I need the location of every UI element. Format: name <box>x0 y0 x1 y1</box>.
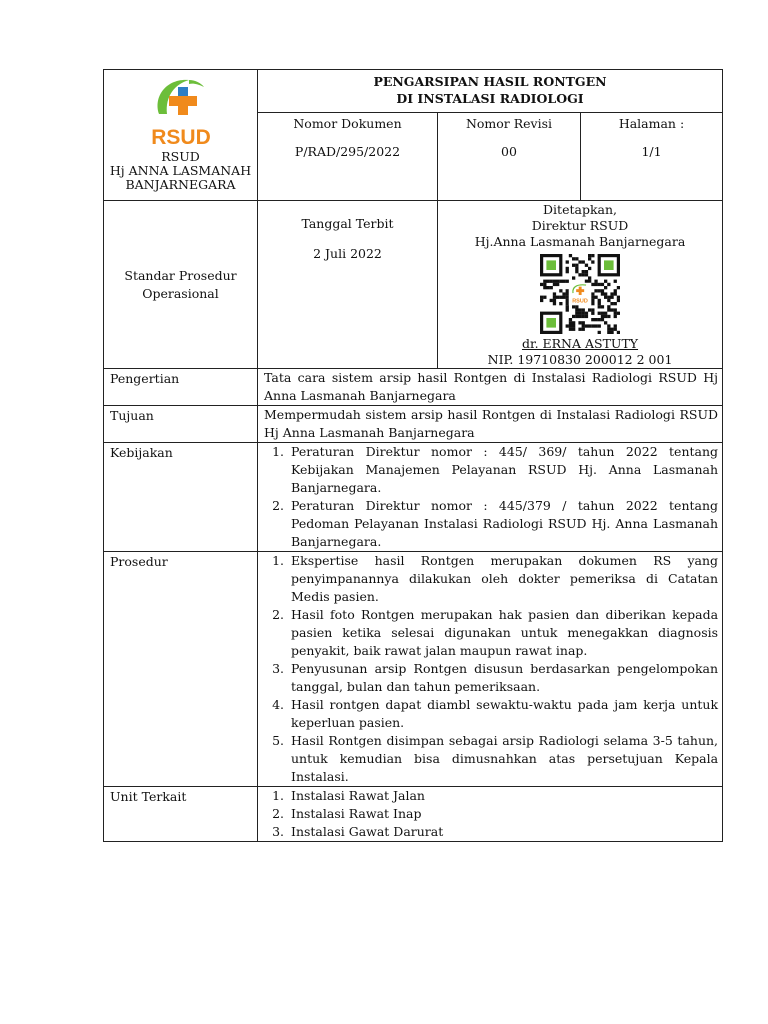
qr-module <box>572 305 575 308</box>
qr-module <box>556 283 559 286</box>
qr-module <box>598 318 601 321</box>
qr-module <box>566 308 569 311</box>
qr-module <box>601 312 604 315</box>
qr-module <box>582 321 585 324</box>
qr-module <box>610 296 613 299</box>
qr-module <box>585 270 588 273</box>
list-item: 3. Penyusunan arsip Rontgen disusun berdasarkan pengelompokan tanggal, bulan dan tahun pemeriksaan. <box>288 660 718 696</box>
qr-module <box>566 299 569 302</box>
qr-logo-text: RSUD <box>572 298 588 305</box>
qr-module <box>553 292 556 295</box>
institution-line: BANJARNEGARA <box>125 177 236 192</box>
qr-module <box>588 324 591 327</box>
qr-module <box>594 289 597 292</box>
qr-module <box>578 328 581 331</box>
approval-line-2: Direktur RSUD <box>531 218 629 233</box>
qr-module <box>614 302 617 305</box>
qr-module <box>569 324 572 327</box>
sop-type-line-2: Operasional <box>142 285 219 301</box>
qr-module <box>582 315 585 318</box>
qr-module <box>566 292 569 295</box>
qr-module <box>585 324 588 327</box>
qr-module <box>553 283 556 286</box>
qr-module <box>572 315 575 318</box>
qr-module <box>617 286 620 289</box>
logo-swoosh-tail <box>189 80 204 87</box>
qr-module <box>566 267 569 270</box>
qr-module <box>601 289 604 292</box>
institution-line: Hj ANNA LASMANAH <box>109 163 252 178</box>
logo-text: RSUD <box>150 126 211 148</box>
signer-nip: NIP. 19710830 200012 2 001 <box>487 352 673 367</box>
qr-module <box>556 280 559 283</box>
qr-module <box>598 302 601 305</box>
qr-module <box>585 312 588 315</box>
qr-module <box>591 260 594 263</box>
qr-module <box>617 299 620 302</box>
qr-module <box>614 328 617 331</box>
qr-module <box>588 308 591 311</box>
qr-module <box>591 308 594 311</box>
kebijakan-content <box>258 443 723 552</box>
qr-module <box>607 305 610 308</box>
qr-module <box>607 331 610 334</box>
kebijakan-label: Kebijakan <box>104 443 258 552</box>
qr-module <box>598 324 601 327</box>
qr-module <box>604 280 607 283</box>
logo-cross-h <box>169 96 197 106</box>
qr-module <box>550 286 553 289</box>
qr-module <box>617 312 620 315</box>
doc-number-value: P/RAD/295/2022 <box>294 144 401 159</box>
qr-module <box>598 289 601 292</box>
qr-module <box>572 264 575 267</box>
qr-module <box>594 280 597 283</box>
list-item: 2. Instalasi Rawat Inap <box>288 805 718 823</box>
qr-module <box>585 264 588 267</box>
sop-document <box>103 69 722 842</box>
qr-module <box>578 315 581 318</box>
qr-module <box>591 324 594 327</box>
qr-module <box>588 254 591 257</box>
qr-module <box>607 283 610 286</box>
qr-module <box>559 296 562 299</box>
qr-module <box>578 308 581 311</box>
qr-module <box>588 257 591 260</box>
issue-date-cell <box>258 201 438 369</box>
qr-module <box>553 280 556 283</box>
unit-list <box>264 787 718 841</box>
qr-module <box>607 315 610 318</box>
qr-module <box>588 267 591 270</box>
signer-name: dr. ERNA ASTUTY <box>521 336 639 351</box>
qr-module <box>614 312 617 315</box>
qr-module <box>582 273 585 276</box>
qr-finder-center <box>604 260 614 270</box>
qr-module <box>604 315 607 318</box>
pengertian-text: Tata cara sistem arsip hasil Rontgen di Instalasi Radiologi RSUD Hj Anna Lasmanah Banjarnegara <box>258 369 723 406</box>
qr-module <box>575 257 578 260</box>
revision-value: 00 <box>501 144 517 159</box>
qr-module <box>598 331 601 334</box>
qr-module <box>569 254 572 257</box>
institution-name <box>104 150 257 192</box>
qr-module <box>569 321 572 324</box>
qr-module <box>594 318 597 321</box>
title-line-1: PENGARSIPAN HASIL RONTGEN <box>373 74 607 89</box>
qr-module <box>601 305 604 308</box>
qr-module <box>562 296 565 299</box>
qr-module <box>588 276 591 279</box>
qr-module <box>585 315 588 318</box>
qr-module <box>591 299 594 302</box>
qr-module <box>594 296 597 299</box>
rsud-logo <box>149 74 213 148</box>
qr-finder-center <box>546 318 556 328</box>
qr-module <box>575 264 578 267</box>
sop-type-cell <box>104 201 258 369</box>
qr-module <box>575 315 578 318</box>
qr-module <box>566 324 569 327</box>
qr-module <box>566 305 569 308</box>
list-item: 1. Ekspertise hasil Rontgen merupakan dokumen RS yang penyimpanannya dilakukan oleh dokter pemeriksa di Catatan Medis pasien. <box>288 552 718 606</box>
qr-module <box>566 302 569 305</box>
qr-module <box>569 318 572 321</box>
qr-module <box>601 283 604 286</box>
list-item: 4. Hasil rontgen dapat diambl sewaktu-waktu pada jam kerja untuk keperluan pasien. <box>288 696 718 732</box>
qr-module <box>578 312 581 315</box>
issue-date-label: Tanggal Terbit <box>301 216 394 231</box>
unit-label: Unit Terkait <box>104 787 258 842</box>
qr-module <box>553 296 556 299</box>
qr-module <box>572 276 575 279</box>
qr-module <box>607 328 610 331</box>
qr-module <box>550 280 553 283</box>
revision-label: Nomor Revisi <box>465 116 553 131</box>
qr-module <box>578 321 581 324</box>
qr-module <box>607 299 610 302</box>
qr-module <box>601 292 604 295</box>
qr-module <box>585 273 588 276</box>
issue-date-value: 2 Juli 2022 <box>313 246 382 261</box>
list-item: 5. Hasil Rontgen disimpan sebagai arsip Radiologi selama 3-5 tahun, untuk kemudian bisa dimusnahkan atas persetujuan Kepala Instalasi. <box>288 732 718 786</box>
qr-module <box>578 260 581 263</box>
qr-module <box>610 328 613 331</box>
qr-module <box>582 324 585 327</box>
qr-module <box>566 289 569 292</box>
qr-module <box>562 292 565 295</box>
tujuan-label: Tujuan <box>104 406 258 443</box>
pengertian-label: Pengertian <box>104 369 258 406</box>
qr-module <box>556 296 559 299</box>
qr-module <box>604 312 607 315</box>
qr-module <box>610 302 613 305</box>
list-item: 1. Peraturan Direktur nomor : 445/ 369/ tahun 2022 tentang Kebijakan Manajemen Pelayanan RSUD Hj. Anna Lasmanah Banjarnegara. <box>288 443 718 497</box>
qr-module <box>598 305 601 308</box>
sop-table <box>103 69 723 842</box>
page-cell <box>581 113 723 201</box>
qr-module <box>598 283 601 286</box>
sop-type-line-1: Standar Prosedur <box>124 267 237 283</box>
qr-finder-center <box>546 260 556 270</box>
qr-module <box>559 280 562 283</box>
qr-module <box>582 312 585 315</box>
qr-module <box>591 302 594 305</box>
qr-module <box>598 299 601 302</box>
qr-module <box>614 315 617 318</box>
qr-module <box>543 296 546 299</box>
doc-number-cell <box>258 113 438 201</box>
qr-module <box>582 270 585 273</box>
qr-module <box>614 289 617 292</box>
qr-module <box>572 257 575 260</box>
kebijakan-list <box>264 443 718 551</box>
prosedur-list <box>264 552 718 786</box>
qr-module <box>575 308 578 311</box>
qr-module <box>617 331 620 334</box>
qr-module <box>553 299 556 302</box>
qr-module <box>543 286 546 289</box>
qr-module <box>572 328 575 331</box>
revision-cell <box>438 113 581 201</box>
approval-line-3: Hj.Anna Lasmanah Banjarnegara <box>474 234 686 249</box>
qr-module <box>546 280 549 283</box>
unit-content <box>258 787 723 842</box>
title-line-2: DI INSTALASI RADIOLOGI <box>396 91 584 106</box>
prosedur-label: Prosedur <box>104 552 258 787</box>
qr-module <box>594 283 597 286</box>
qr-module <box>614 308 617 311</box>
qr-module <box>604 321 607 324</box>
qr-module <box>566 280 569 283</box>
page-value: 1/1 <box>641 144 662 159</box>
qr-module <box>550 299 553 302</box>
qr-module <box>543 283 546 286</box>
qr-module <box>604 292 607 295</box>
qr-module <box>591 318 594 321</box>
qr-module <box>540 296 543 299</box>
qr-module <box>575 305 578 308</box>
qr-module <box>540 283 543 286</box>
qr-module <box>591 254 594 257</box>
qr-module <box>540 299 543 302</box>
qr-module <box>610 308 613 311</box>
qr-module <box>582 328 585 331</box>
qr-module <box>617 296 620 299</box>
qr-module <box>604 286 607 289</box>
qr-module <box>598 312 601 315</box>
qr-module <box>614 292 617 295</box>
qr-module <box>566 296 569 299</box>
qr-module <box>607 296 610 299</box>
page-label: Halaman : <box>618 116 685 131</box>
qr-module <box>575 267 578 270</box>
qr-module <box>543 280 546 283</box>
approval-line-1: Ditetapkan, <box>543 202 617 217</box>
qr-module <box>607 308 610 311</box>
qr-module <box>588 280 591 283</box>
qr-module <box>610 292 613 295</box>
qr-module <box>559 289 562 292</box>
qr-module <box>575 270 578 273</box>
qr-module <box>591 283 594 286</box>
qr-module <box>591 312 594 315</box>
institution-line: RSUD <box>161 149 200 164</box>
qr-module <box>591 296 594 299</box>
qr-module <box>553 302 556 305</box>
qr-module <box>569 328 572 331</box>
qr-module <box>546 286 549 289</box>
qr-logo-cross-h <box>576 289 584 292</box>
qr-module <box>572 324 575 327</box>
qr-module <box>575 312 578 315</box>
qr-module <box>614 280 617 283</box>
tujuan-text: Mempermudah sistem arsip hasil Rontgen di Instalasi Radiologi RSUD Hj Anna Lasmanah Banjarnegara <box>258 406 723 443</box>
qr-module <box>566 270 569 273</box>
doc-number-label: Nomor Dokumen <box>293 116 402 131</box>
qr-module <box>582 260 585 263</box>
document-title <box>258 70 723 113</box>
logo-cross-accent <box>178 87 188 96</box>
qr-module <box>585 280 588 283</box>
qr-module <box>572 321 575 324</box>
qr-module <box>607 324 610 327</box>
list-item: 3. Instalasi Gawat Darurat <box>288 823 718 841</box>
qr-module <box>559 302 562 305</box>
prosedur-content <box>258 552 723 787</box>
qr-module <box>604 296 607 299</box>
institution-cell <box>104 70 258 201</box>
signature-qr-code <box>540 254 620 334</box>
qr-module <box>601 315 604 318</box>
list-item: 2. Hasil foto Rontgen merupakan hak pasien dan diberikan kepada pasien ketika selesai digunakan untuk menegakkan diagnosis penyakit, baik rawat jalan maupun rawat inap. <box>288 606 718 660</box>
qr-module <box>594 324 597 327</box>
qr-module <box>562 280 565 283</box>
qr-module <box>582 308 585 311</box>
qr-module <box>591 292 594 295</box>
qr-module <box>578 273 581 276</box>
qr-module <box>614 324 617 327</box>
list-item: 2. Peraturan Direktur nomor : 445/379 / tahun 2022 tentang Pedoman Pelayanan Instalasi Radiologi RSUD Hj. Anna Lasmanah Banjarnegara. <box>288 497 718 551</box>
approval-cell <box>438 201 723 369</box>
qr-module <box>610 331 613 334</box>
qr-module <box>601 318 604 321</box>
qr-module <box>566 260 569 263</box>
list-item: 1. Instalasi Rawat Jalan <box>288 787 718 805</box>
